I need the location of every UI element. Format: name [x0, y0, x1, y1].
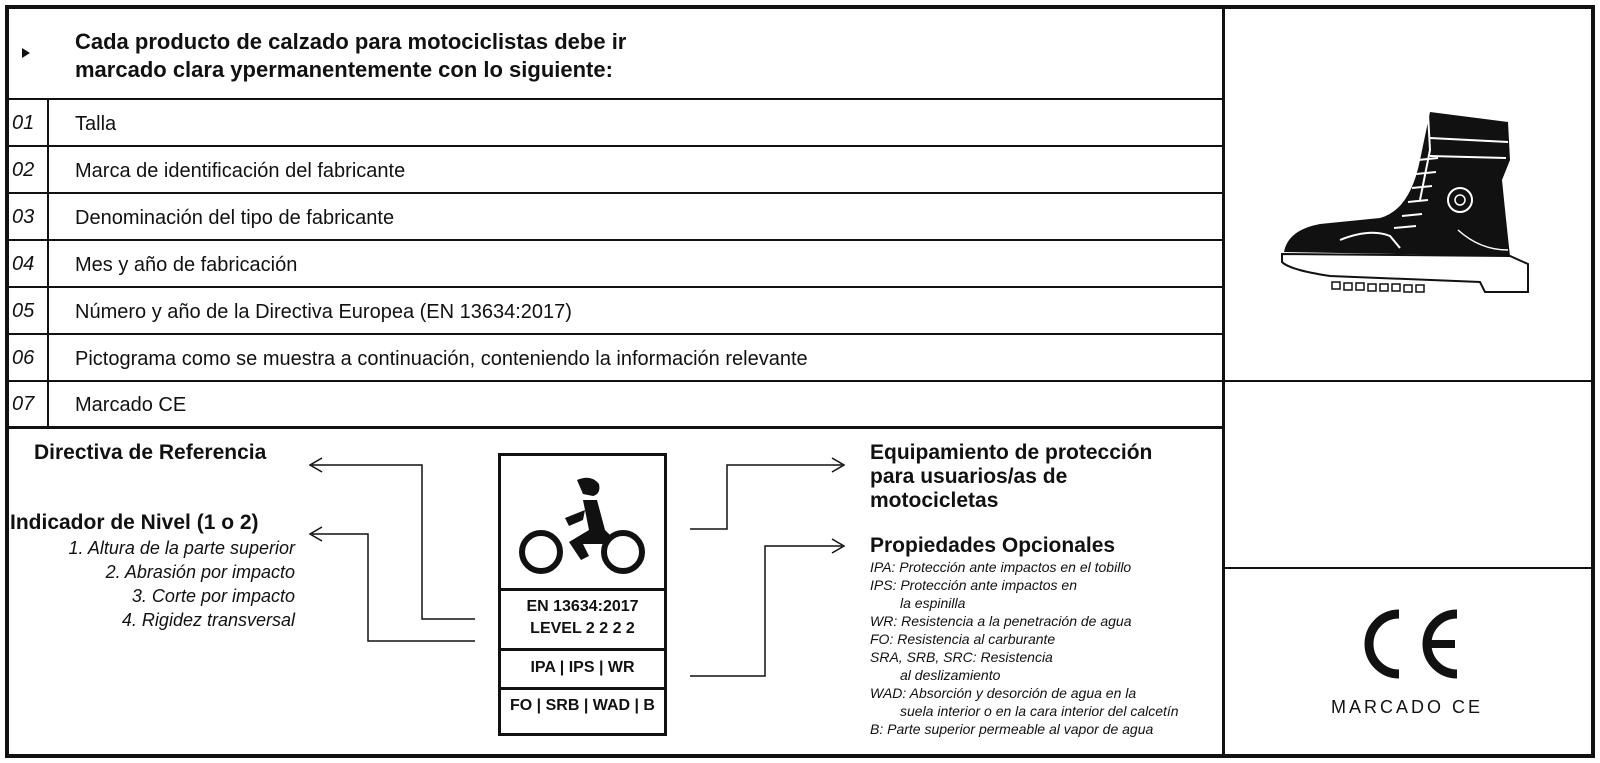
pictogram-divider: [501, 648, 664, 651]
equip-line: para usuarios/as de: [870, 465, 1068, 488]
equip-line: Equipamiento de protección: [870, 441, 1153, 464]
level-item: 3. Corte por impacto: [131, 586, 295, 606]
prop-item: B: Parte superior permeable al vapor de agua: [870, 721, 1154, 737]
arrow-icon: [312, 534, 475, 641]
row-text: Marca de identificación del fabricante: [75, 160, 406, 182]
prop-item: IPA: Protección ante impactos en el tobillo: [870, 559, 1132, 575]
row-text: Denominación del tipo de fabricante: [75, 207, 395, 229]
equipamiento-label: [870, 441, 1152, 513]
row-number: 02: [12, 159, 35, 181]
row-number: 01: [12, 112, 35, 134]
arrow-icon: [312, 465, 475, 619]
pictogram-label: [498, 453, 667, 736]
row-number: 07: [12, 393, 35, 415]
row-text: Marcado CE: [75, 394, 187, 416]
prop-item: WAD: Absorción y desorción de agua en la: [870, 685, 1137, 701]
prop-item: SRA, SRB, SRC: Resistencia: [870, 649, 1053, 665]
prop-item: WR: Resistencia a la penetración de agua: [870, 613, 1132, 629]
prop-item: IPS: Protección ante impactos en: [870, 577, 1077, 593]
prop-item: al deslizamiento: [900, 667, 1001, 683]
level-item: 2. Abrasión por impacto: [105, 562, 295, 582]
prop-item: suela interior o en la cara interior del calcetín: [900, 703, 1179, 719]
pictogram-row2: FO | SRB | WAD | B: [510, 697, 655, 714]
directiva-label: Directiva de Referencia: [34, 441, 267, 464]
pictogram-standard: EN 13634:2017: [526, 598, 639, 615]
arrow-icon: [690, 465, 842, 529]
ce-label: MARCADO CE: [1330, 697, 1483, 717]
row-text: Mes y año de fabricación: [75, 254, 298, 276]
level-item: 4. Rigidez transversal: [121, 610, 295, 630]
motorcyclist-icon: [513, 470, 653, 580]
row-number: 03: [12, 206, 35, 228]
pictogram-divider: [501, 588, 664, 591]
row-number: 04: [12, 253, 35, 275]
arrow-icon: [690, 546, 842, 676]
prop-item: FO: Resistencia al carburante: [870, 631, 1056, 647]
header-line-2: marcado clara ypermanentemente con lo siguiente:: [75, 57, 613, 82]
row-number: 05: [12, 300, 35, 322]
pictogram-divider: [501, 687, 664, 690]
header-line-1: Cada producto de calzado para motociclistas debe ir: [75, 29, 627, 54]
row-text: Talla: [75, 113, 117, 135]
row-text: Pictograma como se muestra a continuación, conteniendo la información relevante: [75, 348, 808, 370]
pictogram-level: LEVEL 2 2 2 2: [530, 620, 635, 637]
propiedades-label: Propiedades Opcionales: [870, 534, 1116, 557]
pictogram-row1: IPA | IPS | WR: [530, 659, 635, 676]
prop-item: la espinilla: [900, 595, 966, 611]
equip-line: motocicletas: [870, 489, 999, 512]
level-item: 1. Altura de la parte superior: [68, 538, 295, 558]
row-number: 06: [12, 347, 35, 369]
ce-mark-icon: [1355, 608, 1463, 680]
indicador-label: Indicador de Nivel (1 o 2): [10, 511, 259, 534]
row-text: Número y año de la Directiva Europea (EN 13634:2017): [75, 301, 572, 323]
